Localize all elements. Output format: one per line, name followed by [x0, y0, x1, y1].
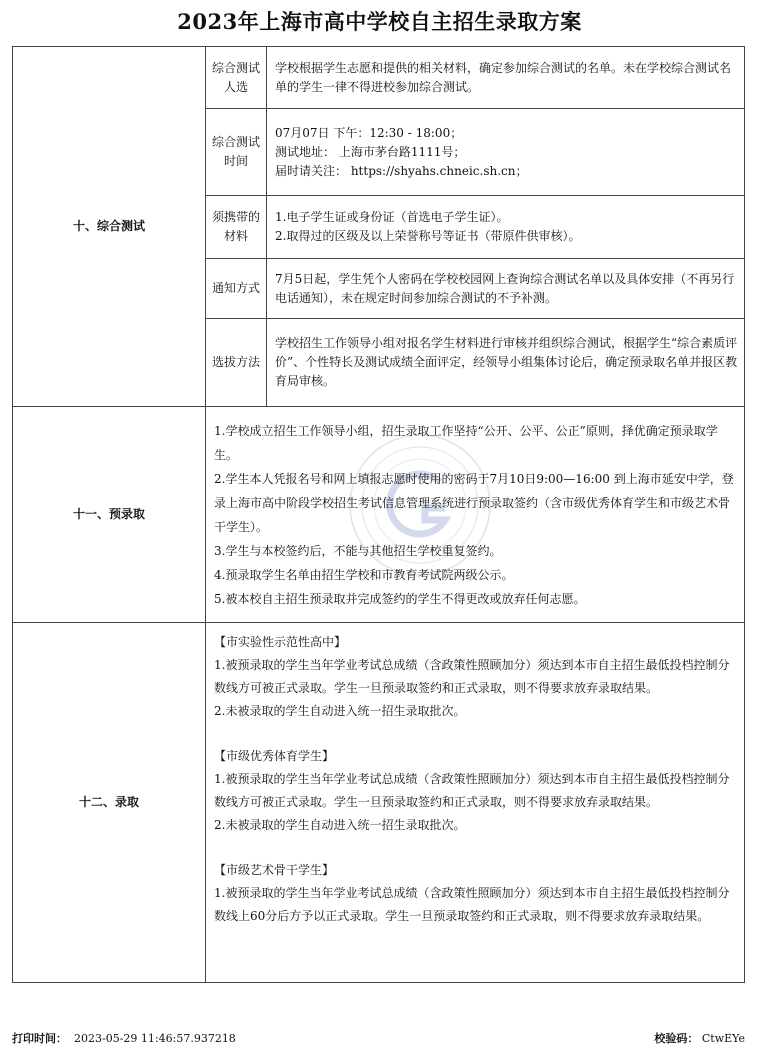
text-line: 2.取得过的区级及以上荣誉称号等证书（带原件供审核）。 [275, 229, 581, 243]
verify-code [654, 1030, 745, 1046]
text-line: 3.学生与本校签约后，不能与其他招生学校重复签约。 [214, 543, 502, 558]
text-line: 学校招生工作领导小组对报名学生材料进行审核并组织综合测试，根据学生“综合素质评价”、个性特长及测试成绩全面评定，经领导小组集体讨论后，确定预录取名单并报区教育局审核。 [275, 336, 738, 388]
text-line: 届时请关注： https://shyahs.chneic.sh.cn； [275, 163, 528, 178]
row-label-candidates: 综合测试人选 [206, 47, 267, 109]
section-comprehensive-test: 十、综合测试 [13, 47, 206, 407]
section-pre-admission: 十一、预录取 [13, 407, 206, 623]
group-heading: 【市实验性示范性高中】 [214, 635, 347, 649]
verify-code-label: 校验码： [654, 1032, 699, 1045]
row-label-notice: 通知方式 [206, 259, 267, 319]
print-time-value: 2023-05-29 11:46:57.937218 [74, 1032, 236, 1045]
row-label-materials: 须携带的材料 [206, 196, 267, 259]
row-body-materials [267, 196, 745, 259]
text-line: 学校根据学生志愿和提供的相关材料，确定参加综合测试的名单。未在学校综合测试名单的学生一律不得进校参加综合测试。 [275, 60, 732, 94]
text-line: 07月07日 下午：12:30 - 18:00； [275, 125, 463, 140]
page-title: 2023年上海市高中学校自主招生录取方案 [177, 9, 582, 34]
section-admission: 十二、录取 [13, 623, 206, 983]
row-body-notice [267, 259, 745, 319]
row-label-selection: 选拔方法 [206, 319, 267, 407]
pre-admission-body [206, 407, 745, 623]
admission-plan-table [12, 46, 745, 983]
verify-code-value: CtwEYe [701, 1032, 745, 1045]
text-line: 1.被预录取的学生当年学业考试总成绩（含政策性照顾加分）须达到本市自主招生最低投档控制分数线方可被正式录取。学生一旦预录取签约和正式录取，则不得要求放弃录取结果。 [214, 658, 730, 695]
text-line: 1.被预录取的学生当年学业考试总成绩（含政策性照顾加分）须达到本市自主招生最低投档控制分数线上60分后方予以正式录取。学生一旦预录取签约和正式录取，则不得要求放弃录取结果。 [214, 886, 730, 923]
text-line: 1.学校成立招生工作领导小组，招生录取工作坚持“公开、公平、公正”原则，择优确定预录取学生。 [214, 423, 718, 462]
text-line: 5.被本校自主招生预录取并完成签约的学生不得更改或放弃任何志愿。 [214, 591, 586, 606]
row-body-candidates [267, 47, 745, 109]
text-line: 2.学生本人凭报名号和网上填报志愿时使用的密码于7月10日9:00—16:00 到上海市延安中学，登录上海市高中阶段学校招生考试信息管理系统进行预录取签约（含市级优秀体育学生和市级艺术骨干学生）。 [214, 471, 734, 534]
row-label-test-time: 综合测试时间 [206, 109, 267, 196]
text-line: 7月5日起，学生凭个人密码在学校校园网上查询综合测试名单以及具体安排（不再另行电话通知），未在规定时间参加综合测试的不予补测。 [275, 271, 735, 305]
group-heading: 【市级艺术骨干学生】 [214, 863, 335, 877]
text-line: 2.未被录取的学生自动进入统一招生录取批次。 [214, 704, 466, 718]
print-time [12, 1030, 236, 1046]
text-line: 4.预录取学生名单由招生学校和市教育考试院两级公示。 [214, 567, 514, 582]
row-body-selection [267, 319, 745, 407]
admission-body [206, 623, 745, 983]
text-line: 测试地址： 上海市茅台路1111号； [275, 144, 466, 159]
row-body-test-time [267, 109, 745, 196]
group-heading: 【市级优秀体育学生】 [214, 749, 335, 763]
text-line: 1.电子学生证或身份证（首选电子学生证）。 [275, 210, 509, 224]
text-line: 2.未被录取的学生自动进入统一招生录取批次。 [214, 818, 466, 832]
print-time-label: 打印时间： [12, 1032, 67, 1045]
text-line: 1.被预录取的学生当年学业考试总成绩（含政策性照顾加分）须达到本市自主招生最低投档控制分数线方可被正式录取。学生一旦预录取签约和正式录取，则不得要求放弃录取结果。 [214, 772, 730, 809]
